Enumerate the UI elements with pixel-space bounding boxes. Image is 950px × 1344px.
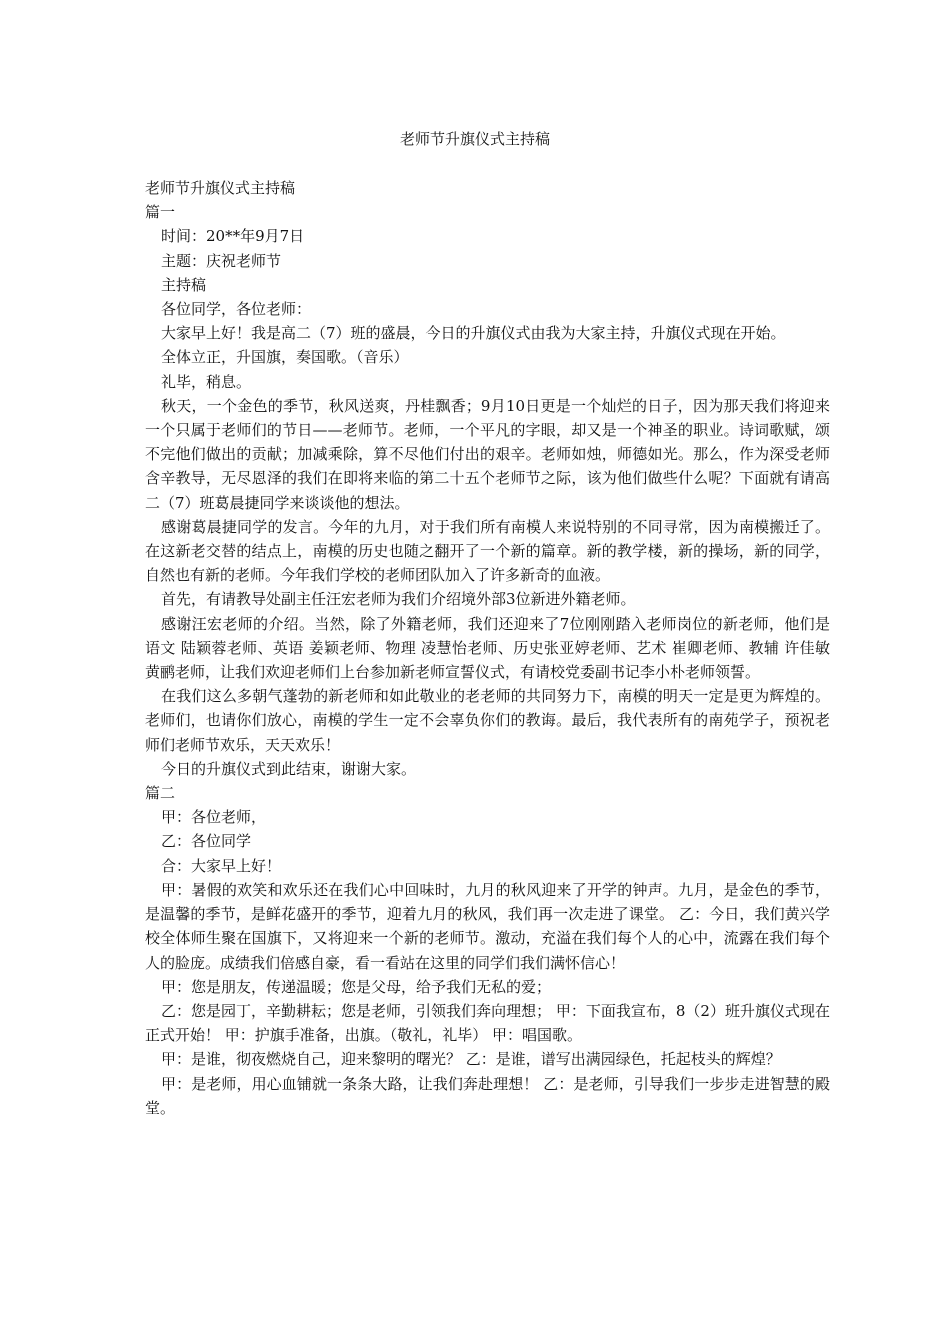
paragraph: 合：大家早上好！	[161, 856, 282, 875]
paragraph: 时间：20**年9月7日	[161, 227, 305, 246]
paragraph: 感谢葛晨捷同学的发言。今年的九月，对于我们所有南模人来说特别的不同寻常，因为南模搬迁了。在这新老交替的结点上，南模的历史也随之翻开了一个新的篇章。新的教学楼，新的操场，新的同学，自然也有新的老师。今年我们学校的老师团队加入了许多新奇的血液。	[145, 517, 830, 585]
paragraph: 甲：是老师，用心血铺就一条条大路，让我们奔赴理想！ 乙：是老师，引导我们一步步走进智慧的殿堂。	[145, 1074, 830, 1117]
paragraph: 甲：暑假的欢笑和欢乐还在我们心中回味时，九月的秋风迎来了开学的钟声。九月，是金色的季节，是温馨的季节，是鲜花盛开的季节，迎着九月的秋风，我们再一次走进了课堂。 乙：今日，我们黄兴学校全体师生聚在国旗下，又将迎来一个新的老师节。激动，充溢在我们每个人的心中，流露在我们每个人的脸庞。成绩我们倍感自豪，看一看站在这里的同学们我们满怀信心！	[145, 880, 830, 972]
paragraph: 感谢汪宏老师的介绍。当然，除了外籍老师，我们还迎来了7位刚刚踏入老师岗位的新老师，他们是语文 陆颖蓉老师、英语 姜颖老师、物理 凌慧怡老师、历史张亚婷老师、艺术 崔卿老师、教辅 许佳敏 黄鹂老师，让我们欢迎老师们上台参加新老师宣誓仪式，有请校党委副书记李小朴老师领誓。	[145, 614, 830, 682]
paragraph: 全体立正，升国旗，奏国歌。（音乐）	[161, 348, 409, 367]
paragraph: 乙：各位同学	[161, 832, 252, 851]
paragraph: 首先，有请教导处副主任汪宏老师为我们介绍境外部3位新进外籍老师。	[161, 590, 636, 609]
paragraph: 甲：各位老师，	[161, 808, 267, 827]
document-title: 老师节升旗仪式主持稿	[399, 130, 550, 148]
paragraph: 秋天，一个金色的季节，秋风送爽，丹桂飘香；9月10日更是一个灿烂的日子，因为那天我们将迎来一个只属于老师们的节日——老师节。老师，一个平凡的字眼，却又是一个神圣的职业。诗词歌赋，颂不完他们做出的贡献；加减乘除，算不尽他们付出的艰辛。老师如烛，师德如光。那么，作为深受老师含辛教导，无尽恩泽的我们在即将来临的第二十五个老师节之际，该为他们做些什么呢？下面就有请高二（7）班葛晨捷同学来谈谈他的想法。	[145, 396, 830, 512]
paragraph: 主持稿	[161, 275, 207, 294]
paragraph: 礼毕，稍息。	[161, 372, 252, 391]
section-heading: 篇一	[145, 203, 176, 222]
paragraph: 主题：庆祝老师节	[161, 251, 282, 270]
paragraph: 大家早上好！我是高二（7）班的盛晨，今日的升旗仪式由我为大家主持，升旗仪式现在开始。	[161, 324, 786, 343]
paragraph: 各位同学，各位老师：	[161, 300, 312, 319]
paragraph: 甲：您是朋友，传递温暖；您是父母，给予我们无私的爱；	[161, 977, 552, 996]
document-body	[145, 176, 830, 1120]
section-heading: 篇二	[145, 784, 176, 803]
section-heading: 老师节升旗仪式主持稿	[145, 179, 296, 197]
paragraph: 今日的升旗仪式到此结束，谢谢大家。	[161, 759, 417, 778]
paragraph: 甲：是谁，彻夜燃烧自己，迎来黎明的曙光？ 乙：是谁，谱写出满园绿色，托起枝头的辉煌？	[161, 1050, 781, 1069]
paragraph: 乙：您是园丁，辛勤耕耘；您是老师，引领我们奔向理想； 甲：下面我宣布，8（2）班升旗仪式现在正式开始！ 甲：护旗手准备，出旗。（敬礼，礼毕） 甲：唱国歌。	[145, 1001, 830, 1045]
paragraph: 在我们这么多朝气蓬勃的新老师和如此敬业的老老师的共同努力下，南模的明天一定是更为辉煌的。老师们，也请你们放心，南模的学生一定不会辜负你们的教诲。最后，我代表所有的南苑学子，预祝老师们老师节欢乐，天天欢乐！	[145, 687, 830, 754]
